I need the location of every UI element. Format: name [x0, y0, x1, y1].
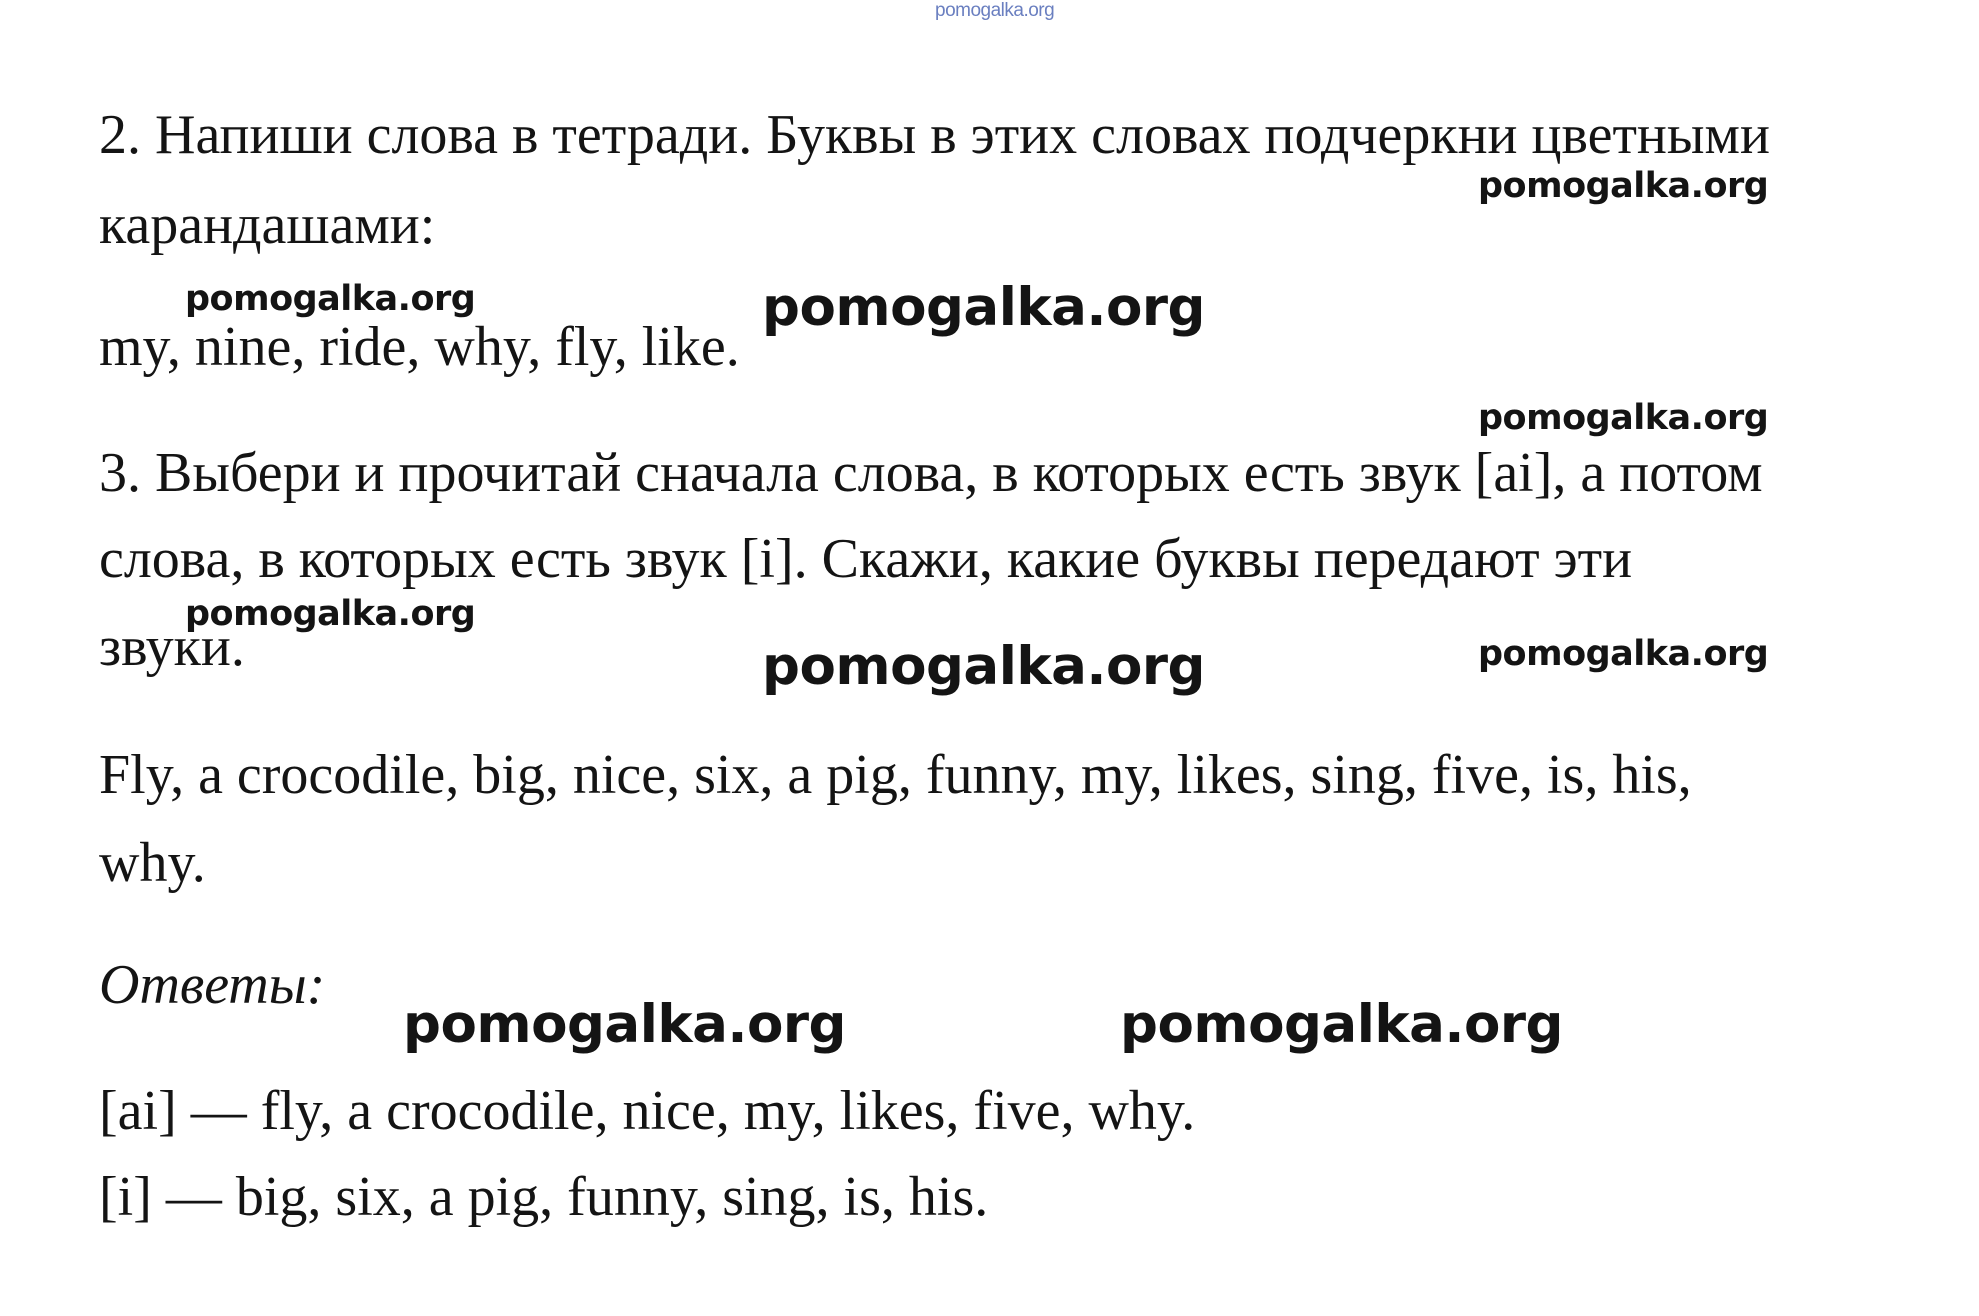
- watermark: pomogalka.org: [185, 594, 476, 634]
- watermark: pomogalka.org: [762, 636, 1205, 697]
- exercise-3-instruction-line-3: звуки.: [99, 616, 245, 678]
- exercise-2-instruction-line-2: карандашами:: [99, 194, 436, 256]
- watermark: pomogalka.org: [1478, 166, 1769, 206]
- watermark: pomogalka.org: [403, 994, 846, 1055]
- exercise-2-word-list: my, nine, ride, why, fly, like.: [99, 316, 740, 378]
- exercise-3-instruction-line-2: слова, в которых есть звук [i]. Скажи, какие буквы передают эти: [99, 528, 1633, 590]
- exercise-3-word-list-line-1: Fly, a crocodile, big, nice, six, a pig, funny, my, likes, sing, five, is, his,: [99, 744, 1692, 806]
- watermark: pomogalka.org: [762, 277, 1205, 338]
- exercise-3-instruction-line-1: 3. Выбери и прочитай сначала слова, в которых есть звук [ai], а потом: [99, 442, 1763, 504]
- exercise-2-instruction-line-1: 2. Напиши слова в тетради. Буквы в этих словах подчеркни цветными: [99, 104, 1770, 166]
- answers-heading: Ответы:: [99, 954, 326, 1016]
- watermark: pomogalka.org: [185, 279, 476, 319]
- answer-ai-sound: [ai] — fly, a crocodile, nice, my, likes, five, why.: [99, 1080, 1196, 1142]
- watermark: pomogalka.org: [1478, 634, 1769, 674]
- watermark: pomogalka.org: [1120, 994, 1563, 1055]
- header-site-mark: pomogalka.org: [935, 0, 1055, 21]
- exercise-3-word-list-line-2: why.: [99, 832, 206, 894]
- watermark: pomogalka.org: [1478, 398, 1769, 438]
- answer-i-sound: [i] — big, six, a pig, funny, sing, is, his.: [99, 1166, 989, 1228]
